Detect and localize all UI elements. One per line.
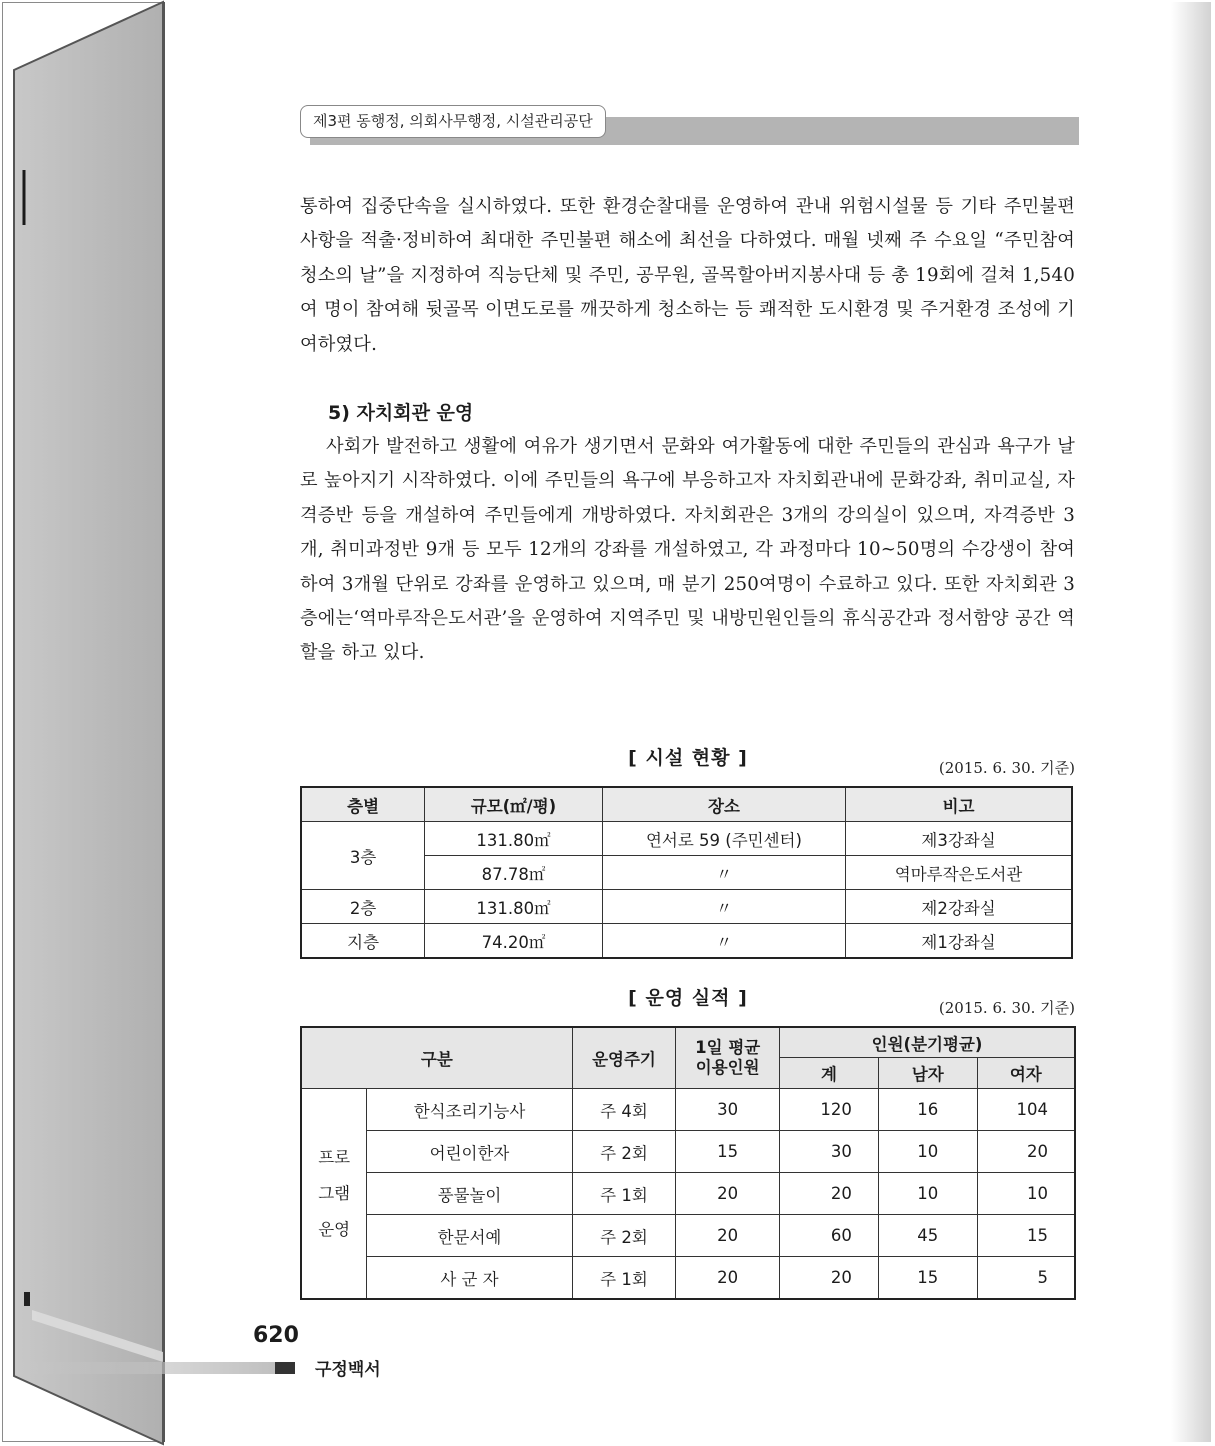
female-cell: 104: [977, 1089, 1075, 1131]
table-row: [301, 890, 1072, 924]
male-cell: 45: [878, 1215, 977, 1257]
page-number: 620: [253, 1323, 299, 1348]
operation-table-title: [ 운영 실적 ]: [628, 987, 748, 1009]
column-header: 비고: [846, 787, 1072, 822]
place-cell: 〃: [602, 856, 845, 890]
floor-cell: 지층: [301, 924, 425, 959]
note-cell: 제3강좌실: [846, 822, 1072, 856]
group-label-line: 운영: [318, 1219, 351, 1239]
table-row: [301, 1173, 1075, 1215]
table-row: [301, 1089, 1075, 1131]
column-header: 층별: [301, 787, 425, 822]
female-cell: 10: [977, 1173, 1075, 1215]
paragraph-1: 통하여 집중단속을 실시하였다. 또한 환경순찰대를 운영하여 관내 위험시설물 등 기타 주민불편사항을 적출·정비하여 최대한 주민불편 해소에 최선을 다하였다. 매월 넷째 주 수요일 “주민참여 청소의 날”을 지정하여 직능단체 및 주민, 공무원, 골목할아버지봉사대 등 총 19회에 걸쳐 1,540여 명이 참여해 뒷골목 이면도로를 깨끗하게 청소하는 등 쾌적한 도시환경 및 주거환경 조성에 기여하였다.: [300, 196, 1075, 355]
daily-cell: 20: [676, 1215, 780, 1257]
column-header: 규모(㎡/평): [425, 787, 603, 822]
group-label-line: 프로: [318, 1147, 351, 1167]
place-cell: 연서로 59 (주민센터): [602, 822, 845, 856]
cycle-cell: 주 1회: [572, 1257, 676, 1300]
footer-bar: [20, 1362, 275, 1374]
people-header: 인원(분기평균): [780, 1027, 1075, 1058]
column-header: 장소: [602, 787, 845, 822]
male-cell: 16: [878, 1089, 977, 1131]
program-name-cell: 풍물놀이: [367, 1173, 572, 1215]
daily-cell: 20: [676, 1257, 780, 1300]
program-name-cell: 한식조리기능사: [367, 1089, 572, 1131]
facility-table: [300, 786, 1073, 959]
note-cell: 제2강좌실: [846, 890, 1072, 924]
female-cell: 5: [977, 1257, 1075, 1300]
male-cell: 10: [878, 1173, 977, 1215]
operation-table-date: (2015. 6. 30. 기준): [938, 999, 1075, 1017]
cycle-cell: 주 4회: [572, 1089, 676, 1131]
program-name-cell: 어린이한자: [367, 1131, 572, 1173]
paragraph-2: 사회가 발전하고 생활에 여유가 생기면서 문화와 여가활동에 대한 주민들의 관심과 욕구가 날로 높아지기 시작하였다. 이에 주민들의 욕구에 부응하고자 자치회관내에 문화강좌, 취미교실, 자격증반 등을 개설하여 주민들에게 개방하였다. 자치회관은 3개의 강의실이 있으며, 자격증반 3개, 취미과정반 9개 등 모두 12개의 강좌를 개설하였고, 각 과정마다 10∼50명의 수강생이 참여하여 3개월 단위로 강좌를 운영하고 있으며, 매 분기 250여명이 수료하고 있다. 또한 자치회관 3층에는‘역마루작은도서관’을 운영하여 지역주민 및 내방민원인들의 휴식공간과 정서함양 공간 역할을 하고 있다.: [300, 436, 1075, 664]
page-edge-shadow: [1171, 2, 1211, 1442]
cycle-header: 운영주기: [572, 1027, 676, 1089]
daily-average-header: [676, 1027, 780, 1089]
table-row: [301, 924, 1072, 959]
cycle-cell: 주 2회: [572, 1215, 676, 1257]
daily-cell: 20: [676, 1173, 780, 1215]
place-cell: 〃: [602, 924, 845, 959]
operation-table: [300, 1026, 1076, 1300]
female-header: 여자: [977, 1058, 1075, 1089]
section-title: 5) 자치회관 운영: [328, 402, 474, 424]
size-cell: 131.80㎡: [425, 822, 603, 856]
total-cell: 30: [780, 1131, 879, 1173]
book-title: 구정백서: [315, 1360, 381, 1380]
female-cell: 15: [977, 1215, 1075, 1257]
table-row: [301, 822, 1072, 856]
male-cell: 15: [878, 1257, 977, 1300]
size-cell: 131.80㎡: [425, 890, 603, 924]
facility-table-title: [ 시설 현황 ]: [628, 747, 748, 769]
male-header: 남자: [878, 1058, 977, 1089]
daily-average-line: 이용인원: [695, 1058, 760, 1077]
note-cell: 제1강좌실: [846, 924, 1072, 959]
facility-table-date: (2015. 6. 30. 기준): [938, 759, 1075, 777]
total-header: 계: [780, 1058, 879, 1089]
table-row: [301, 1257, 1075, 1300]
group-label-line: 그램: [318, 1183, 351, 1203]
floor-cell: 3층: [301, 822, 425, 890]
note-cell: 역마루작은도서관: [846, 856, 1072, 890]
program-name-cell: 한문서예: [367, 1215, 572, 1257]
cycle-cell: 주 2회: [572, 1131, 676, 1173]
place-cell: 〃: [602, 890, 845, 924]
total-cell: 20: [780, 1257, 879, 1300]
total-cell: 60: [780, 1215, 879, 1257]
floor-cell: 2층: [301, 890, 425, 924]
category-header: 구분: [301, 1027, 572, 1089]
daily-average-line: 1일 평균: [695, 1038, 761, 1057]
size-cell: 74.20㎡: [425, 924, 603, 959]
daily-cell: 30: [676, 1089, 780, 1131]
table-header-row: [301, 1027, 1075, 1058]
male-cell: 10: [878, 1131, 977, 1173]
size-cell: 87.78㎡: [425, 856, 603, 890]
table-header-row: [301, 787, 1072, 822]
daily-cell: 15: [676, 1131, 780, 1173]
book-spine: [0, 0, 165, 1446]
female-cell: 20: [977, 1131, 1075, 1173]
table-row: [301, 1131, 1075, 1173]
group-label-cell: [301, 1089, 367, 1300]
footer-block: [275, 1362, 295, 1374]
total-cell: 120: [780, 1089, 879, 1131]
table-row: [301, 1215, 1075, 1257]
chapter-header: 제3편 동행정, 의회사무행정, 시설관리공단: [300, 105, 606, 138]
cycle-cell: 주 1회: [572, 1173, 676, 1215]
program-name-cell: 사 군 자: [367, 1257, 572, 1300]
total-cell: 20: [780, 1173, 879, 1215]
